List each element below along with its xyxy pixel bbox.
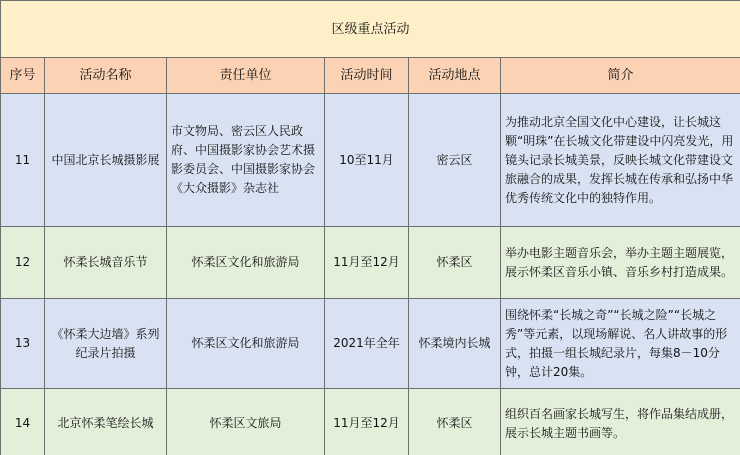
header-name: 活动名称 <box>45 58 167 94</box>
cell-no: 14 <box>1 389 45 455</box>
cell-place: 怀柔区 <box>409 389 501 455</box>
cell-unit: 怀柔区文化和旅游局 <box>167 299 325 389</box>
cell-name: 中国北京长城摄影展 <box>45 94 167 227</box>
cell-intro: 为推动北京全国文化中心建设，让长城这颗“明珠”在长城文化带建设中闪亮发光，用镜头记录长城美景，反映长城文化带建设文旅融合的成果，发挥长城在传承和弘扬中华优秀传统文化中的独特作用。 <box>501 94 740 227</box>
cell-no: 11 <box>1 94 45 227</box>
cell-unit: 怀柔区文化和旅游局 <box>167 227 325 299</box>
header-intro: 简介 <box>501 58 740 94</box>
cell-intro: 围绕怀柔“长城之奇”“长城之险”“长城之秀”等元素，以现场解说、名人讲故事的形式，拍摄一组长城纪录片，每集8－10分钟，总计20集。 <box>501 299 740 389</box>
table-title-row <box>1 1 740 58</box>
cell-no: 12 <box>1 227 45 299</box>
cell-no: 13 <box>1 299 45 389</box>
table-row <box>1 299 740 389</box>
cell-name: 《怀柔大边墙》系列纪录片拍摄 <box>45 299 167 389</box>
header-time: 活动时间 <box>325 58 409 94</box>
cell-intro: 举办电影主题音乐会，举办主题主题展览，展示怀柔区音乐小镇、音乐乡村打造成果。 <box>501 227 740 299</box>
cell-intro: 组织百名画家长城写生，将作品集结成册，展示长城主题书画等。 <box>501 389 740 455</box>
header-no: 序号 <box>1 58 45 94</box>
table-row <box>1 94 740 227</box>
cell-place: 怀柔区 <box>409 227 501 299</box>
cell-name: 北京怀柔笔绘长城 <box>45 389 167 455</box>
cell-time: 11月至12月 <box>325 227 409 299</box>
cell-name: 怀柔长城音乐节 <box>45 227 167 299</box>
table-title: 区级重点活动 <box>1 1 740 58</box>
header-unit: 责任单位 <box>167 58 325 94</box>
table-row <box>1 389 740 455</box>
cell-place: 密云区 <box>409 94 501 227</box>
cell-unit: 怀柔区文旅局 <box>167 389 325 455</box>
header-place: 活动地点 <box>409 58 501 94</box>
table-header-row <box>1 58 740 94</box>
cell-time: 10至11月 <box>325 94 409 227</box>
cell-unit: 市文物局、密云区人民政府、中国摄影家协会艺术摄影委员会、中国摄影家协会《大众摄影》杂志社 <box>167 94 325 227</box>
table-row <box>1 227 740 299</box>
cell-time: 11月至12月 <box>325 389 409 455</box>
cell-place: 怀柔境内长城 <box>409 299 501 389</box>
cell-time: 2021年全年 <box>325 299 409 389</box>
